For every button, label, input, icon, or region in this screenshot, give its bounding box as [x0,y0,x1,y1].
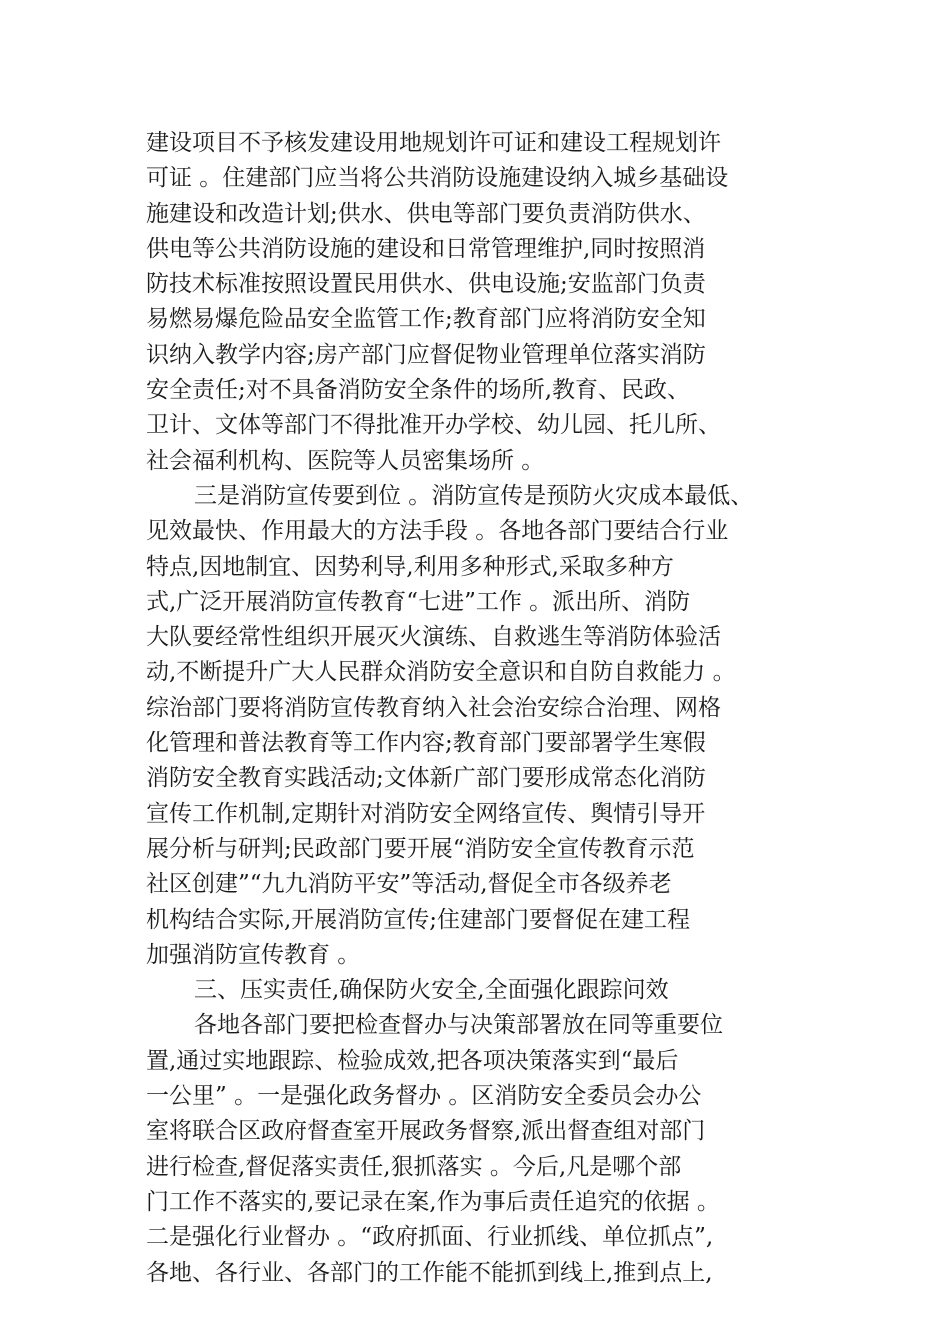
text-line: 动,不断提升广大人民群众消防安全意识和自防自救能力 。 [146,659,736,686]
text-line: 大队要经常性组织开展灭火演练、自救逃生等消防体验活 [146,624,721,651]
text-line: 综治部门要将消防宣传教育纳入社会治安综合治理、网格 [146,694,721,721]
text-line: 各地、各行业、各部门的工作能不能抓到线上,推到点上, [146,1259,713,1286]
text-line: 见效最快、作用最大的方法手段 。各地各部门要结合行业 [146,518,729,545]
body-text [146,126,826,1291]
text-line: 识纳入教学内容;房产部门应督促物业管理单位落实消防 [146,341,706,368]
text-line: 安全责任;对不具备消防安全条件的场所,教育、民政、 [146,377,691,404]
text-line: 二是强化行业督办 。“政府抓面、行业抓线、单位抓点”, [146,1224,714,1251]
text-line: 置,通过实地跟踪、检验成效,把各项决策落实到“最后 [146,1047,679,1074]
text-line: 三是消防宣传要到位 。消防宣传是预防火灾成本最低、 [194,482,754,509]
text-line: 进行检查,督促落实责任,狠抓落实 。今后,凡是哪个部 [146,1153,682,1180]
text-line: 展分析与研判;民政部门要开展“消防安全宣传教育示范 [146,835,695,862]
text-line: 门工作不落实的,要记录在案,作为事后责任追究的依据 。 [146,1188,720,1215]
text-line: 一公里” 。一是强化政务督办 。区消防安全委员会办公 [146,1083,702,1110]
text-line: 消防安全教育实践活动;文体新广部门要形成常态化消防 [146,765,706,792]
text-line: 供电等公共消防设施的建设和日常管理维护,同时按照消 [146,235,706,262]
text-line: 加强消防宣传教育 。 [146,941,361,968]
text-line: 建设项目不予核发建设用地规划许可证和建设工程规划许 [146,130,721,156]
text-line: 社区创建”“九九消防平安”等活动,督促全市各级养老 [146,871,672,898]
text-line: 可证 。住建部门应当将公共消防设施建设纳入城乡基础设 [146,165,729,192]
text-line: 机构结合实际,开展消防宣传;住建部门要督促在建工程 [146,906,691,933]
text-line: 施建设和改造计划;供水、供电等部门要负责消防供水、 [146,200,706,227]
text-line: 各地各部门要把检查督办与决策部署放在同等重要位 [194,1012,723,1039]
text-line: 式,广泛开展消防宣传教育“七进”工作 。派出所、消防 [146,588,691,615]
text-line: 特点,因地制宜、因势利导,利用多种形式,采取多种方 [146,553,674,580]
text-line: 宣传工作机制,定期针对消防安全网络宣传、舆情引导开 [146,800,706,827]
text-line: 易燃易爆危险品安全监管工作;教育部门应将消防安全知 [146,306,706,333]
text-line: 室将联合区政府督查室开展政务督察,派出督查组对部门 [146,1118,706,1145]
text-line: 社会福利机构、医院等人员密集场所 。 [146,447,545,474]
text-line: 卫计、文体等部门不得批准开办学校、幼儿园、托儿所、 [146,412,721,439]
text-line: 三、压实责任,确保防火安全,全面强化跟踪问效 [194,977,669,1004]
text-line: 防技术标准按照设置民用供水、供电设施;安监部门负责 [146,271,706,298]
text-line: 化管理和普法教育等工作内容;教育部门要部署学生寒假 [146,730,706,757]
